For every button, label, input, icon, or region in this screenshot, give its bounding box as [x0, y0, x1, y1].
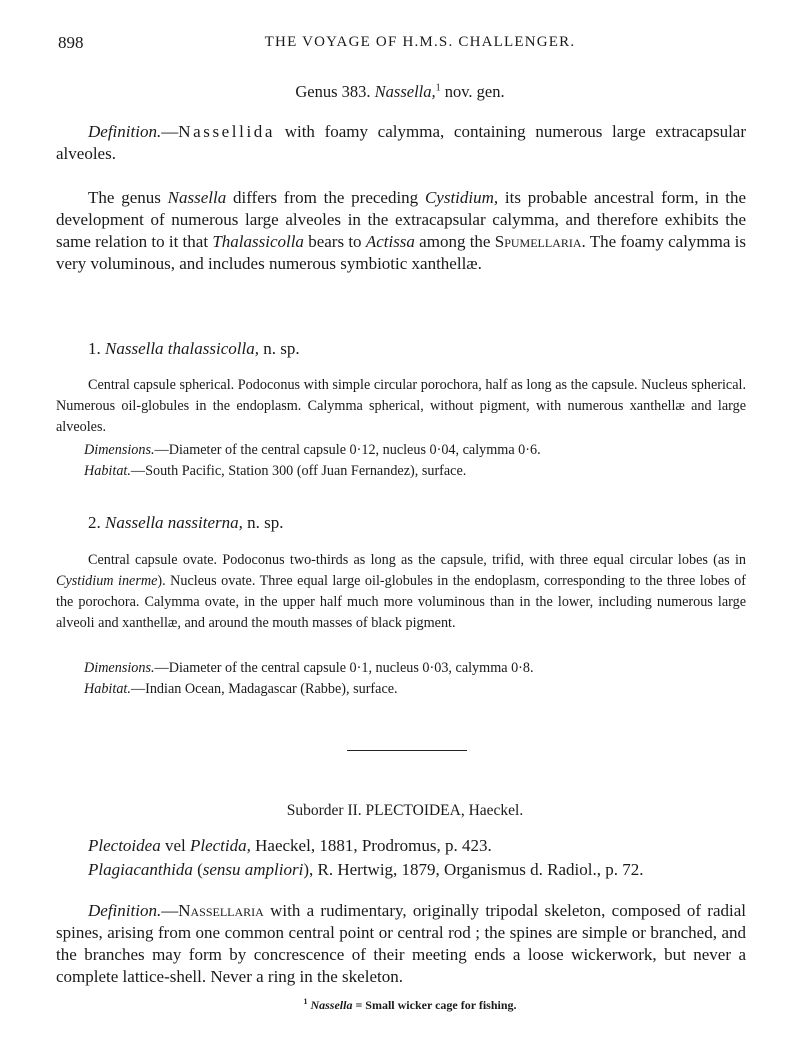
species-2-habitat-text: —Indian Ocean, Madagascar (Rabbe), surface. — [130, 681, 398, 697]
genus-desc-text-3: its probable ancestral form, in the development of numerous large alveoles in the extracapsular calymma, and therefore exhibits the same relation to it that — [56, 188, 747, 251]
species-2-desc-text-1: Central capsule ovate. Podoconus two-thirds as long as the capsule, trifid, with three equal circular lobes (as in — [88, 552, 746, 568]
genus-desc-text-1: The genus — [88, 188, 168, 207]
species-1-habitat-text: —South Pacific, Station 300 (off Juan Fernandez), surface. — [130, 463, 467, 479]
species-1-habitat — [56, 461, 774, 482]
genus-desc-text-4: bears to — [303, 232, 366, 251]
genus-prefix: Genus 383. — [295, 82, 375, 101]
genus-desc-italic-1: Nassella — [167, 188, 227, 207]
footnote — [0, 997, 800, 1013]
synonym-1 — [88, 836, 768, 856]
genus-desc-text-6: The foamy calymma is very voluminous, and includes numerous symbiotic xanthellæ. — [56, 232, 747, 273]
footnote-mark: 1 — [303, 997, 308, 1006]
species-1-suffix: n. sp. — [258, 339, 300, 358]
synonym-2-text-2: ), R. Hertwig, 1879, Organismus d. Radiol., p. 72. — [303, 860, 644, 879]
species-1-dimensions-text: —Diameter of the central capsule 0·12, nucleus 0·04, calymma 0·6. — [154, 442, 541, 458]
species-2-description — [56, 550, 746, 634]
footnote-text: = Small wicker cage for fishing. — [352, 998, 517, 1012]
synonym-1-text-1: vel — [160, 836, 190, 855]
species-2-dimensions-label: Dimensions. — [84, 660, 155, 676]
species-2-desc-italic: Cystidium inerme — [56, 573, 158, 589]
species-1-habitat-label: Habitat. — [84, 463, 131, 479]
suborder-definition-taxon: Nassellaria — [178, 901, 264, 920]
species-2-dimensions — [56, 658, 774, 679]
species-1-name: Nassella thalassicolla, — [105, 339, 259, 358]
species-1-heading — [56, 339, 746, 359]
genus-desc-text-5: among the — [414, 232, 495, 251]
footnote-term: Nassella — [310, 998, 353, 1012]
species-2-dimensions-text: —Diameter of the central capsule 0·1, nucleus 0·03, calymma 0·8. — [154, 660, 534, 676]
species-1-number: 1. — [88, 339, 105, 358]
species-1-dimensions — [56, 440, 774, 461]
page-number: 898 — [58, 33, 84, 52]
genus-footnote-mark: 1 — [435, 82, 441, 94]
genus-desc-italic-3: Thalassicolla — [212, 232, 304, 251]
definition-dash: — — [161, 122, 179, 141]
species-1-dimensions-label: Dimensions. — [84, 442, 155, 458]
section-divider — [347, 750, 467, 751]
suborder-definition-text: with a rudimentary, originally tripodal skeleton, composed of radial spines, arising from one common central point or central rod ; the spines are simple or branched, and the branches may form by concrescence of their meeting ends a loose wickerwork, but never a complete lattice-shell. Never a ring in the skeleton. — [56, 901, 746, 986]
species-2-number: 2. — [88, 513, 105, 532]
suborder-definition-label: Definition. — [88, 901, 162, 920]
running-title: THE VOYAGE OF H.M.S. CHALLENGER. — [264, 34, 576, 50]
genus-desc-italic-4: Actissa — [365, 232, 415, 251]
species-2-habitat-label: Habitat. — [84, 681, 131, 697]
genus-heading — [0, 82, 800, 102]
synonym-2-text-1: ( — [192, 860, 203, 879]
genus-suffix: nov. gen. — [440, 82, 505, 101]
species-2-name: Nassella nassiterna, — [105, 513, 243, 532]
synonym-2 — [88, 860, 768, 880]
genus-desc-text-2: differs from the preceding — [226, 188, 425, 207]
suborder-title: Suborder II. PLECTOIDEA, Haeckel. — [286, 802, 524, 819]
species-2-habitat — [56, 679, 774, 700]
genus-description-paragraph — [56, 187, 746, 275]
species-1-description: Central capsule spherical. Podoconus with simple circular porochora, half as long as the capsule. Nucleus spherical. Numerous oil-globules in the endoplasm. Calymma spherical, without pigment, with numerous xanthellæ and large alveoles. — [56, 377, 746, 435]
species-2-suffix: n. sp. — [242, 513, 284, 532]
definition-text: with foamy calymma, containing numerous large extracapsular alveoles. — [56, 122, 746, 163]
genus-desc-italic-2: Cystidium, — [424, 188, 499, 207]
synonym-2-italic-2: sensu ampliori — [202, 860, 304, 879]
genus-desc-smallcaps: Spumellaria. — [494, 232, 586, 251]
synonym-1-italic-1: Plectoidea — [88, 836, 161, 855]
definition-taxon: Nassellida — [178, 122, 276, 141]
synonym-2-italic-1: Plagiacanthida — [88, 860, 193, 879]
suborder-definition-dash: — — [161, 901, 179, 920]
synonym-1-text-2: Haeckel, 1881, Prodromus, p. 423. — [250, 836, 492, 855]
genus-name: Nassella, — [374, 82, 436, 101]
definition-label: Definition. — [88, 122, 162, 141]
species-2-desc-text-2: ). Nucleus ovate. Three equal large oil-globules in the endoplasm, corresponding to the three lobes of the porochora. Calymma ovate, in the upper half much more voluminous than in the lower, including numerous large alveoli and xanthellæ, and around the mouth masses of black pigment. — [56, 573, 746, 631]
species-2-heading — [56, 513, 746, 533]
definition-paragraph — [56, 121, 746, 165]
suborder-definition-paragraph — [56, 900, 746, 988]
synonym-1-italic-2: Plectida, — [189, 836, 251, 855]
